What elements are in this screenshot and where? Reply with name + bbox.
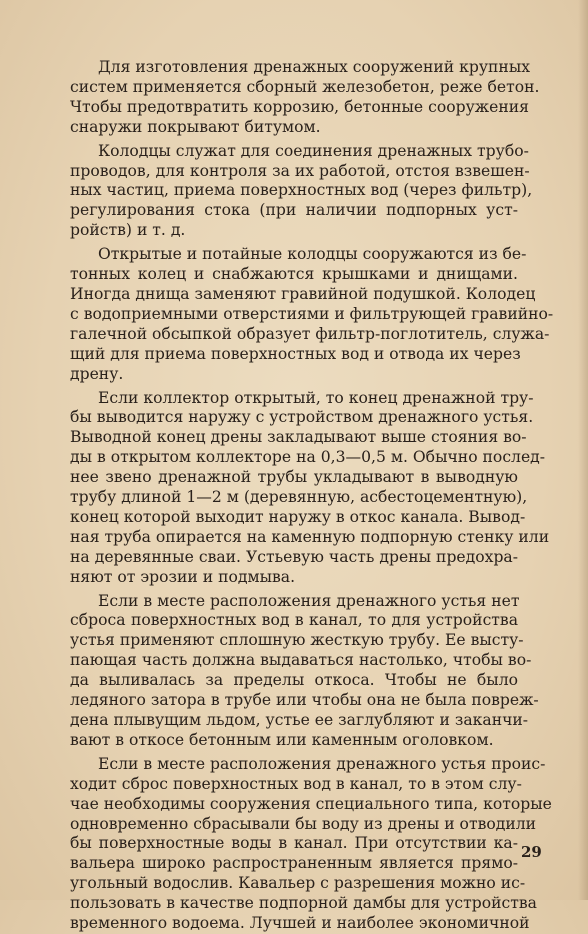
text-line: сброса поверхностных вод в канал, то для устройства <box>70 611 518 630</box>
text-line: щий для приема поверхностных вод и отвода их через <box>70 344 521 363</box>
page-number: 29 <box>521 843 542 861</box>
text-line: няют от эрозии и подмыва. <box>70 567 296 586</box>
text-line: Если в месте расположения дренажного устья нет <box>98 591 520 610</box>
text-line: конец которой выходит наружу в откос канала. Вывод- <box>70 507 526 526</box>
text-line: трубу длиной 1—2 м (деревянную, асбестоцементную), <box>70 488 528 507</box>
text-line: Открытые и потайные колодцы сооружаются из бе- <box>98 245 527 264</box>
text-line: ная труба опирается на каменную подпорную стенку или <box>70 527 550 546</box>
text-line: систем применяется сборный железобетон, реже бетон. <box>70 77 540 96</box>
text-line: ледяного затора в трубе или чтобы она не была повреж- <box>70 691 539 710</box>
text-line: ройств) и т. д. <box>70 221 186 240</box>
text-line: бы поверхностные воды в канал. При отсутствии ка- <box>70 834 518 853</box>
text-line: вают в откосе бетонным или каменным оголовком. <box>70 730 494 749</box>
paragraph <box>70 245 554 384</box>
text-line: с водоприемными отверстиями и фильтрующей гравийно- <box>70 304 554 323</box>
text-line: устья применяют сплошную жесткую трубу. Ее высту- <box>70 631 524 650</box>
text-line: ды в открытом коллекторе на 0,3—0,5 м. Обычно послед- <box>70 448 546 467</box>
page-edge-shadow <box>578 0 588 900</box>
paragraph <box>70 141 533 242</box>
text-line: нее звено дренажной трубы укладывают в выводную <box>70 468 518 487</box>
text-line: Чтобы предотвратить коррозию, бетонные сооружения <box>70 97 529 116</box>
text-line: Иногда днища заменяют гравийной подушкой. Колодец <box>70 284 536 303</box>
text-line: галечной обсыпкой образует фильтр-поглотитель, служа- <box>70 324 550 343</box>
text-line: временного водоема. Лучшей и наиболее экономичной <box>70 914 530 933</box>
text-line: ходит сброс поверхностных вод в канал, то в этом слу- <box>70 774 522 793</box>
text-line: проводов, для контроля за их работой, отстоя взвешен- <box>70 161 530 180</box>
text-line: Колодцы служат для соединения дренажных трубо- <box>98 141 529 160</box>
text-line: дена плывущим льдом, устье ее заглубляют и заканчи- <box>70 711 529 729</box>
text-line: Если в месте расположения дренажного устья проис- <box>98 754 546 773</box>
paragraph <box>70 58 540 138</box>
text-line: пающая часть должна выдаваться настолько, чтобы во- <box>70 651 532 670</box>
text-line: Для изготовления дренажных сооружений крупных <box>98 58 531 76</box>
paragraph <box>70 591 539 751</box>
text-line: пользовать в качестве подпорной дамбы для устройства <box>70 894 537 913</box>
text-line: да выливалась за пределы откоса. Чтобы не было <box>70 671 518 690</box>
text-line: вальера широко распространенным является прямо- <box>70 854 518 873</box>
text-line: на деревянные сваи. Устьевую часть дрены предохра- <box>70 547 518 566</box>
text-line: одновременно сбрасывали бы воду из дрены и отводили <box>70 814 537 833</box>
text-line: тонных колец и снабжаются крышками и днищами. <box>70 265 518 284</box>
text-line: дрену. <box>70 364 124 383</box>
text-line: бы выводится наружу с устройством дренажного устья. <box>70 408 534 427</box>
text-line: Если коллектор открытый, то конец дренажной тру- <box>98 388 534 407</box>
text-line: Выводной конец дрены закладывают выше стояния во- <box>70 428 527 447</box>
text-line: чае необходимы сооружения специального типа, которые <box>70 794 552 813</box>
paragraph <box>70 388 550 588</box>
text-line: снаружи покрывают битумом. <box>70 117 321 136</box>
text-line: угольный водослив. Кавальер с разрешения можно ис- <box>70 874 526 893</box>
text-line: ных частиц, приема поверхностных вод (через фильтр), <box>70 181 533 200</box>
text-line: регулирования стока (при наличии подпорных уст- <box>70 201 518 220</box>
